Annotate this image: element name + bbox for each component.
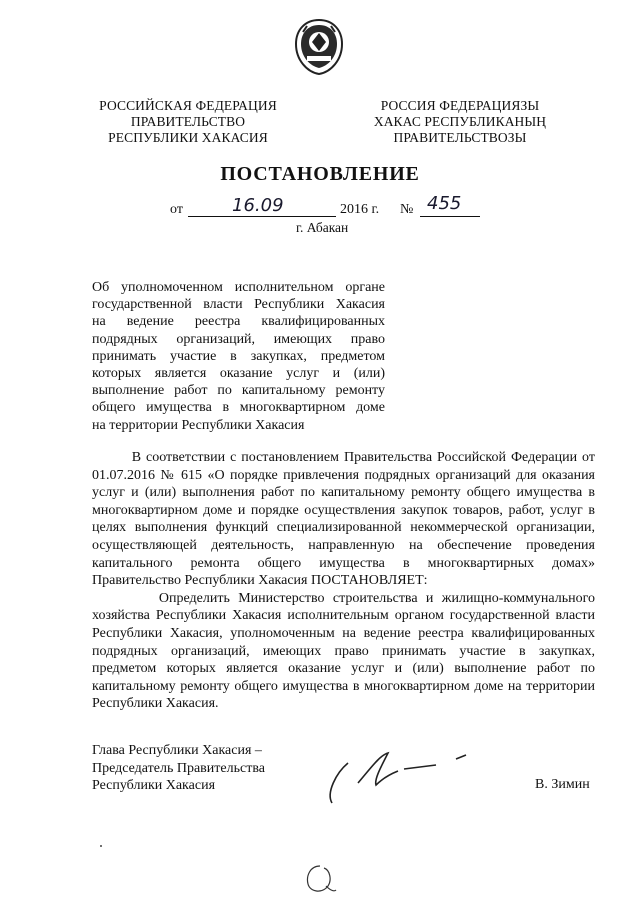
body-line: услуг и (или) выполнения работ по капитальному ремонту общего имущества в [92,485,595,501]
body-line: капитальному ремонту общего имущества в многоквартирном доме на территории [92,678,595,694]
body-line: осуществляющей деятельность, направленную на обеспечение проведения [92,537,595,553]
header-right [340,98,580,146]
handwritten-signature [318,745,478,810]
header-left-line: ПРАВИТЕЛЬСТВО [130,114,246,129]
header-right-line: РОССИЯ ФЕДЕРАЦИЯЗЫ [380,98,540,113]
header-left-line: РЕСПУБЛИКИ ХАКАСИЯ [108,130,268,145]
header-right-line: ХАКАС РЕСПУБЛИКАНЫҢ [373,114,547,129]
handwritten-mark [300,860,340,898]
subject-line: которых является оказание услуг и (или) [92,366,385,382]
body-line: 01.07.2016 № 615 «О порядке привлечения подрядных организаций для оказания [92,467,595,483]
number-sign: № [400,202,414,217]
body-line: хозяйства Республики Хакасия исполнительным органом государственной власти [92,608,595,624]
number-underline [420,216,480,217]
signatory-name: В. Зимин [535,777,590,792]
date-underline [188,216,336,217]
subject-line: принимать участие в закупках, предметом [92,348,385,364]
body-line: предметом которых является оказание услуг и (или) выполнение работ по [92,661,595,677]
body-line: Республики Хакасия. [92,696,219,712]
body-line: Республики Хакасия, уполномоченным на ведение реестра квалифицированных [92,625,595,641]
subject-line: государственной власти Республики Хакасия [92,297,385,313]
body-line: В соответствии с постановлением Правительства Российской Федерации от [92,450,595,465]
subject-line: Об уполномоченном исполнительном органе [92,280,385,295]
document-title: ПОСТАНОВЛЕНИЕ [220,163,420,185]
year: 2016 г. [340,202,380,217]
subject-line: на территории Республики Хакасия [92,417,305,433]
body-line: Правительство Республики Хакасия ПОСТАНОВЛЯЕТ: [92,573,428,589]
body-line: капитального ремонта общего имущества в многоквартирных домах» [92,555,595,571]
subject-line: на ведение реестра квалифицированных [92,314,385,330]
body-line: многоквартирном доме и порядке осуществления закупок товаров, работ, услуг в [92,502,595,518]
signatory-line: Глава Республики Хакасия – [92,743,262,758]
handwritten-number: 455 [427,193,462,214]
coat-of-arms-emblem [293,18,345,76]
handwritten-date: 16.09 [232,195,284,216]
signatory-line: Председатель Правительства [92,760,265,776]
signatory-position [92,742,265,795]
header-left-line: РОССИЙСКАЯ ФЕДЕРАЦИЯ [99,98,277,113]
header-left [78,98,298,146]
subject-block [92,279,385,434]
body-line: подрядных организаций, имеющих право принимать участие в закупках, [92,643,595,659]
body-line: Определить Министерство строительства и жилищно-коммунального [92,590,595,606]
signatory-line: Республики Хакасия [92,778,216,793]
subject-line: подрядных организаций, имеющих право [92,331,385,347]
subject-line: общего имущества в многоквартирном доме [92,400,385,416]
date-line [170,193,490,219]
body-line: целях выполнения функций специализированной некоммерческой организации, [92,520,595,536]
header-right-line: ПРАВИТЕЛЬСТВОЗЫ [393,130,527,145]
body-text [92,449,595,713]
date-prefix: от [170,202,183,217]
ink-dot [100,845,102,847]
subject-line: выполнение работ по капитальному ремонту [92,383,385,399]
city: г. Абакан [296,220,349,235]
